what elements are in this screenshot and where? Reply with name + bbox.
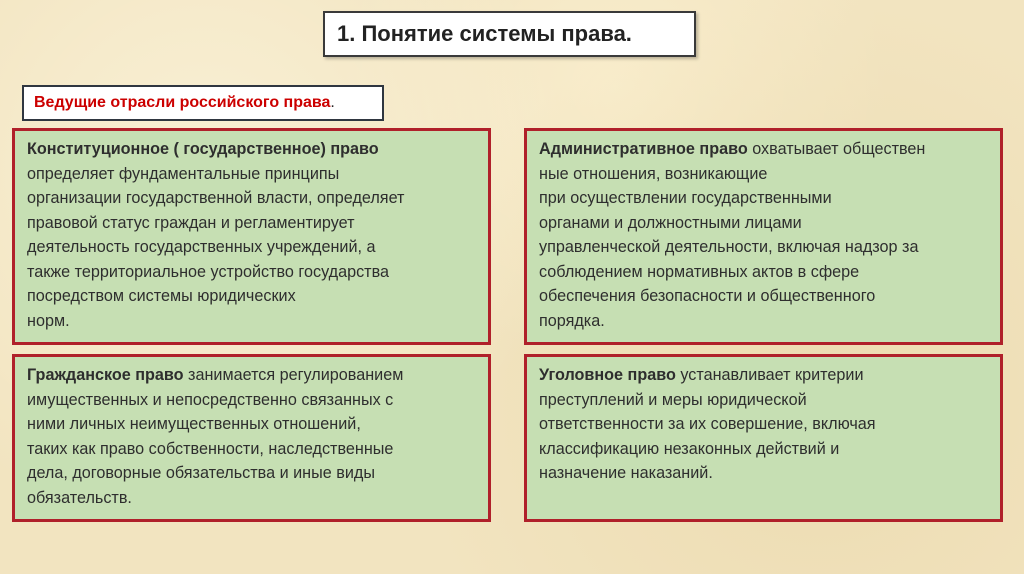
slide-subtitle xyxy=(22,85,384,121)
card-criminal-term: Уголовное право xyxy=(539,366,676,384)
slide-title xyxy=(323,11,696,57)
card-administrative-text: охватывает обществен ные отношения, возникающие при осуществлении государственными органами и должностными лицами управленческой деятельности, включая надзор за соблюдением нормативных актов в сфере обеспечения безопасности и общественного порядка. xyxy=(539,140,926,330)
slide-subtitle-text: Ведущие отрасли российского права xyxy=(34,94,331,111)
card-criminal-law xyxy=(524,354,1003,522)
slide-subtitle-period: . xyxy=(330,94,335,111)
card-administrative-law xyxy=(524,128,1003,345)
card-constitutional-term: Конституционное ( государственное) право xyxy=(27,140,379,158)
card-constitutional-law xyxy=(12,128,491,345)
card-constitutional-text: определяет фундаментальные принципы организации государственной власти, определяет правовой статус граждан и регламентирует деятельность государственных учреждений, а также территориальное устройство государства посредством системы юридических норм. xyxy=(27,164,405,330)
slide-title-text: 1. Понятие системы права. xyxy=(337,21,632,46)
card-civil-text: занимается регулированием имущественных и непосредственно связанных с ними личных неимущественных отношений, таких как право собственности, наследственные дела, договорные обязательства и иные виды обязательств. xyxy=(27,366,404,507)
card-civil-term: Гражданское право xyxy=(27,366,184,384)
card-administrative-term: Административное право xyxy=(539,140,748,158)
card-criminal-text: устанавливает критерии преступлений и меры юридической ответственности за их совершение, включая классификацию незаконных действий и назначение наказаний. xyxy=(539,366,876,482)
card-civil-law xyxy=(12,354,491,522)
